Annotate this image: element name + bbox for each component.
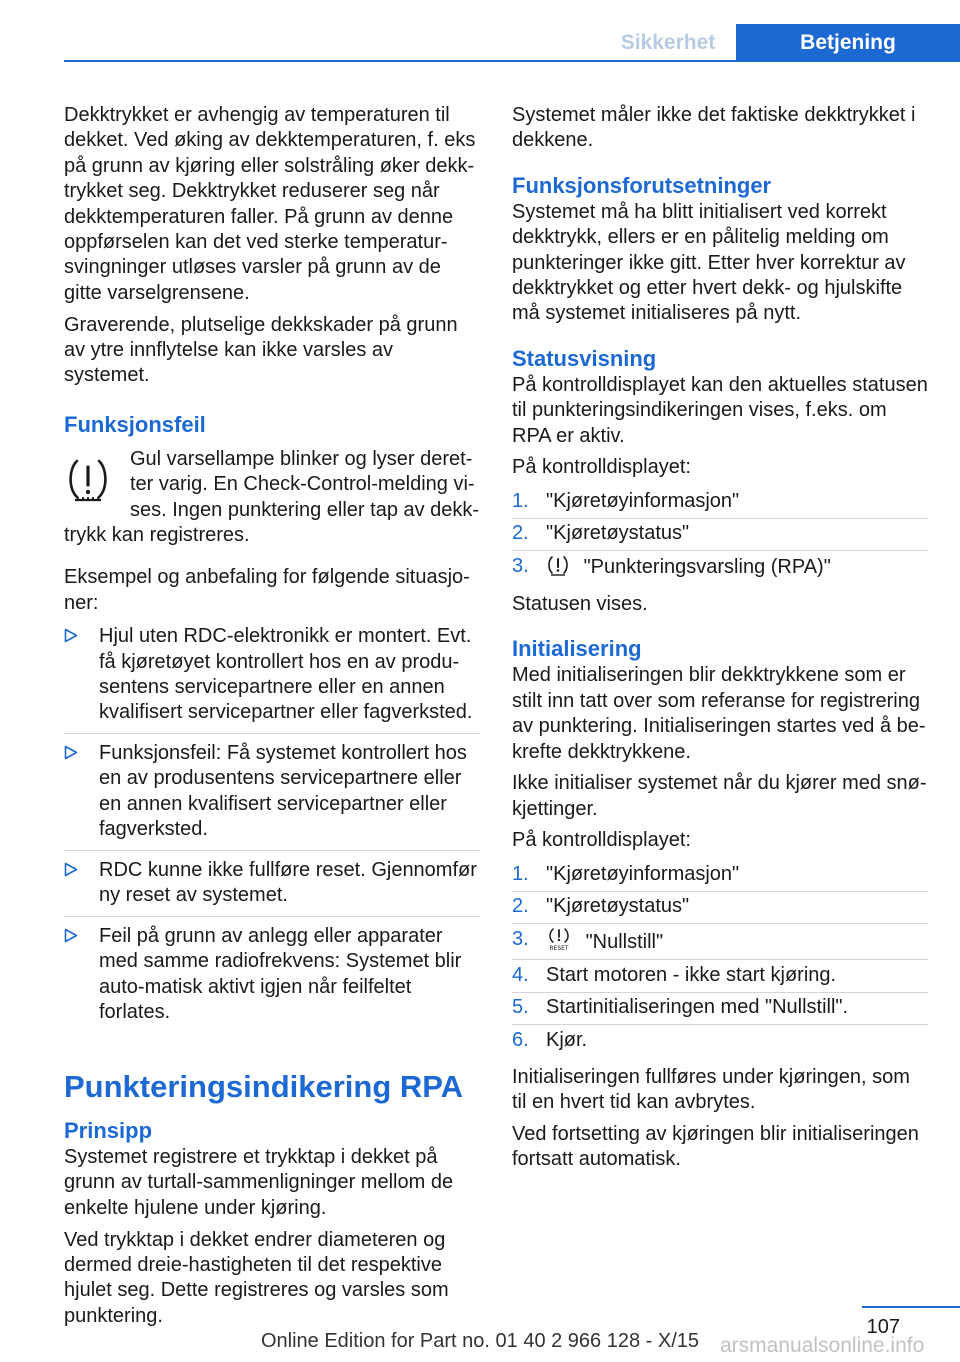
- watermark: arsmanualsonline.info: [720, 1334, 925, 1357]
- step-number: 2.: [512, 895, 529, 918]
- step-text: "Kjøretøyinformasjon": [546, 489, 740, 512]
- list-item: [512, 521, 928, 551]
- prinsipp-paragraph-1: Systemet registrere et trykktap i dekket på grunn av turtall-sammenligninger mellom de enkelte hjulene under kjøring.: [64, 1146, 454, 1219]
- page-number: 107: [866, 1316, 900, 1338]
- list-item: [64, 624, 480, 734]
- step-text: "Kjøretøystatus": [546, 895, 690, 918]
- rpa-heading: Punkteringsindikering RPA: [64, 1069, 464, 1105]
- right-paragraph-1: Systemet måler ikke det faktiske dekktrykket i dekkene.: [512, 104, 916, 152]
- statusvisning-text: På kontrolldisplayet kan den aktuelles statusen til punkteringsindikeringen vises, f.eks. om RPA er aktiv.: [512, 373, 928, 447]
- funksjonsfeil-block: [64, 447, 480, 549]
- tire-pressure-warning-icon: [64, 455, 112, 503]
- page-number-rule: [862, 1306, 960, 1308]
- initialisering-text: Med initialiseringen blir dekktrykkene som er stilt inn tatt over som referanse for registrering av punktering. Initialiseringen startes ved å be-krefte dekktrykkene.: [512, 664, 926, 763]
- funksjonsforutsetninger-heading: Funksjonsforutsetninger: [512, 172, 772, 198]
- triangle-bullet-icon: [64, 745, 78, 760]
- funksjonsfeil-heading: Funksjonsfeil: [64, 411, 206, 437]
- list-item: [512, 995, 928, 1025]
- status-result: Statusen vises.: [512, 592, 648, 615]
- intro-paragraph-2: Graverende, plutselige dekkskader på grunn av ytre innflytelse kan ikke varsles av systemet.: [64, 313, 458, 387]
- list-item: [64, 924, 480, 1033]
- step-text: "Punkteringsvarsling (RPA)": [583, 555, 831, 578]
- statusvisning-heading: Statusvisning: [512, 345, 657, 371]
- step-number: 3.: [512, 554, 529, 577]
- example-list: [64, 624, 480, 1033]
- step-text: Start motoren - ikke start kjøring.: [546, 963, 837, 986]
- step-text: "Nullstill": [585, 930, 664, 953]
- step-number: 2.: [512, 522, 529, 545]
- edition-footer: Online Edition for Part no. 01 40 2 966 128 - X/15: [260, 1330, 700, 1352]
- chapter-tab-betjening[interactable]: Betjening: [736, 24, 960, 60]
- triangle-bullet-icon: [64, 628, 78, 643]
- step-text: Startinitialiseringen med "Nullstill".: [546, 996, 849, 1019]
- funksjonsforutsetninger-text: Systemet må ha blitt initialisert ved korrekt dekktrykk, ellers er en pålitelig melding om punkteringer ikke gitt. Etter hver korrektur av dekktrykket og etter hvert dekk- og hjulskifte må systemet initialiseres på nytt.: [512, 200, 906, 325]
- prinsipp-heading: Prinsipp: [64, 1118, 153, 1144]
- init-result-1: Initialiseringen fullføres under kjøringen, som til en hvert tid kan avbrytes.: [512, 1065, 910, 1114]
- list-item: [512, 1028, 928, 1057]
- left-column: [64, 103, 480, 1335]
- list-item-text: Hjul uten RDC-elektronikk er montert. Evt. få kjøretøyet kontrollert hos en av produ-sentens servicepartnere eller en annen kvalifisert servicepartner eller fagverksted.: [99, 625, 473, 724]
- init-steps-list: [512, 862, 928, 1057]
- step-number: 5.: [512, 996, 529, 1019]
- triangle-bullet-icon: [64, 928, 78, 943]
- example-intro: Eksempel og anbefaling for følgende situasjo-ner:: [64, 566, 470, 614]
- step-text: "Kjøretøyinformasjon": [546, 862, 740, 885]
- step-text: Kjør.: [546, 1028, 588, 1051]
- tire-reset-icon: [546, 927, 572, 951]
- init-result-2: Ved fortsetting av kjøringen blir initialiseringen fortsatt automatisk.: [512, 1122, 919, 1171]
- step-number: 4.: [512, 963, 529, 986]
- init-display-label: På kontrolldisplayet:: [512, 829, 691, 852]
- initialisering-warning: Ikke initialiser systemet når du kjører med snø-kjettinger.: [512, 772, 927, 820]
- funksjonsfeil-text: Gul varsellampe blinker og lyser deret-ter varig. En Check-Control-melding vi-ses. Ingen punktering eller tap av dekk-trykk kan registreres.: [64, 447, 480, 546]
- list-item: [512, 862, 928, 892]
- list-item: [512, 489, 928, 519]
- step-text: "Kjøretøystatus": [546, 522, 690, 545]
- header-rule: [64, 60, 960, 62]
- section-tab-sikkerhet[interactable]: Sikkerhet: [620, 31, 716, 54]
- svg-text:RESET: RESET: [549, 944, 569, 951]
- status-steps-list: [512, 489, 928, 584]
- list-item: [64, 741, 480, 851]
- step-number: 3.: [512, 927, 529, 950]
- list-item-text: Feil på grunn av anlegg eller apparater med samme radiofrekvens: Systemet blir auto-matisk aktivt igjen når feilfeltet forlates.: [99, 924, 462, 1024]
- triangle-bullet-icon: [64, 862, 78, 877]
- step-number: 1.: [512, 489, 529, 512]
- step-number: 1.: [512, 862, 529, 885]
- list-item: [512, 894, 928, 924]
- list-item: [512, 963, 928, 993]
- list-item: [512, 554, 928, 584]
- list-item-text: RDC kunne ikke fullføre reset. Gjennomfør ny reset av systemet.: [99, 858, 477, 907]
- intro-paragraph-1: Dekktrykket er avhengig av temperaturen til dekket. Ved øking av dekktemperaturen, f. eks på grunn av kjøring eller solstråling øker dekk-trykket seg. Dekktrykket reduserer seg når dekktemperaturen faller. På grunn av denne oppførselen kan det ved sterke temperatur-svingninger utløses varsler på grunn av de gitte varselgrensene.: [64, 104, 476, 304]
- list-item: [64, 858, 480, 917]
- step-number: 6.: [512, 1028, 529, 1051]
- list-item: [512, 927, 928, 960]
- list-item-text: Funksjonsfeil: Få systemet kontrollert hos en av produsentens servicepartnere eller en annen kvalifisert servicepartner eller fagverksted.: [99, 742, 467, 841]
- initialisering-heading: Initialisering: [512, 636, 642, 662]
- status-display-label: På kontrolldisplayet:: [512, 456, 691, 479]
- prinsipp-paragraph-2: Ved trykktap i dekket endrer diameteren og dermed dreie-hastigheten til det respektive hjulet seg. Dette registreres og varsles som punktering.: [64, 1228, 449, 1327]
- tire-warning-small-icon: [546, 554, 570, 576]
- right-column: [512, 103, 928, 1179]
